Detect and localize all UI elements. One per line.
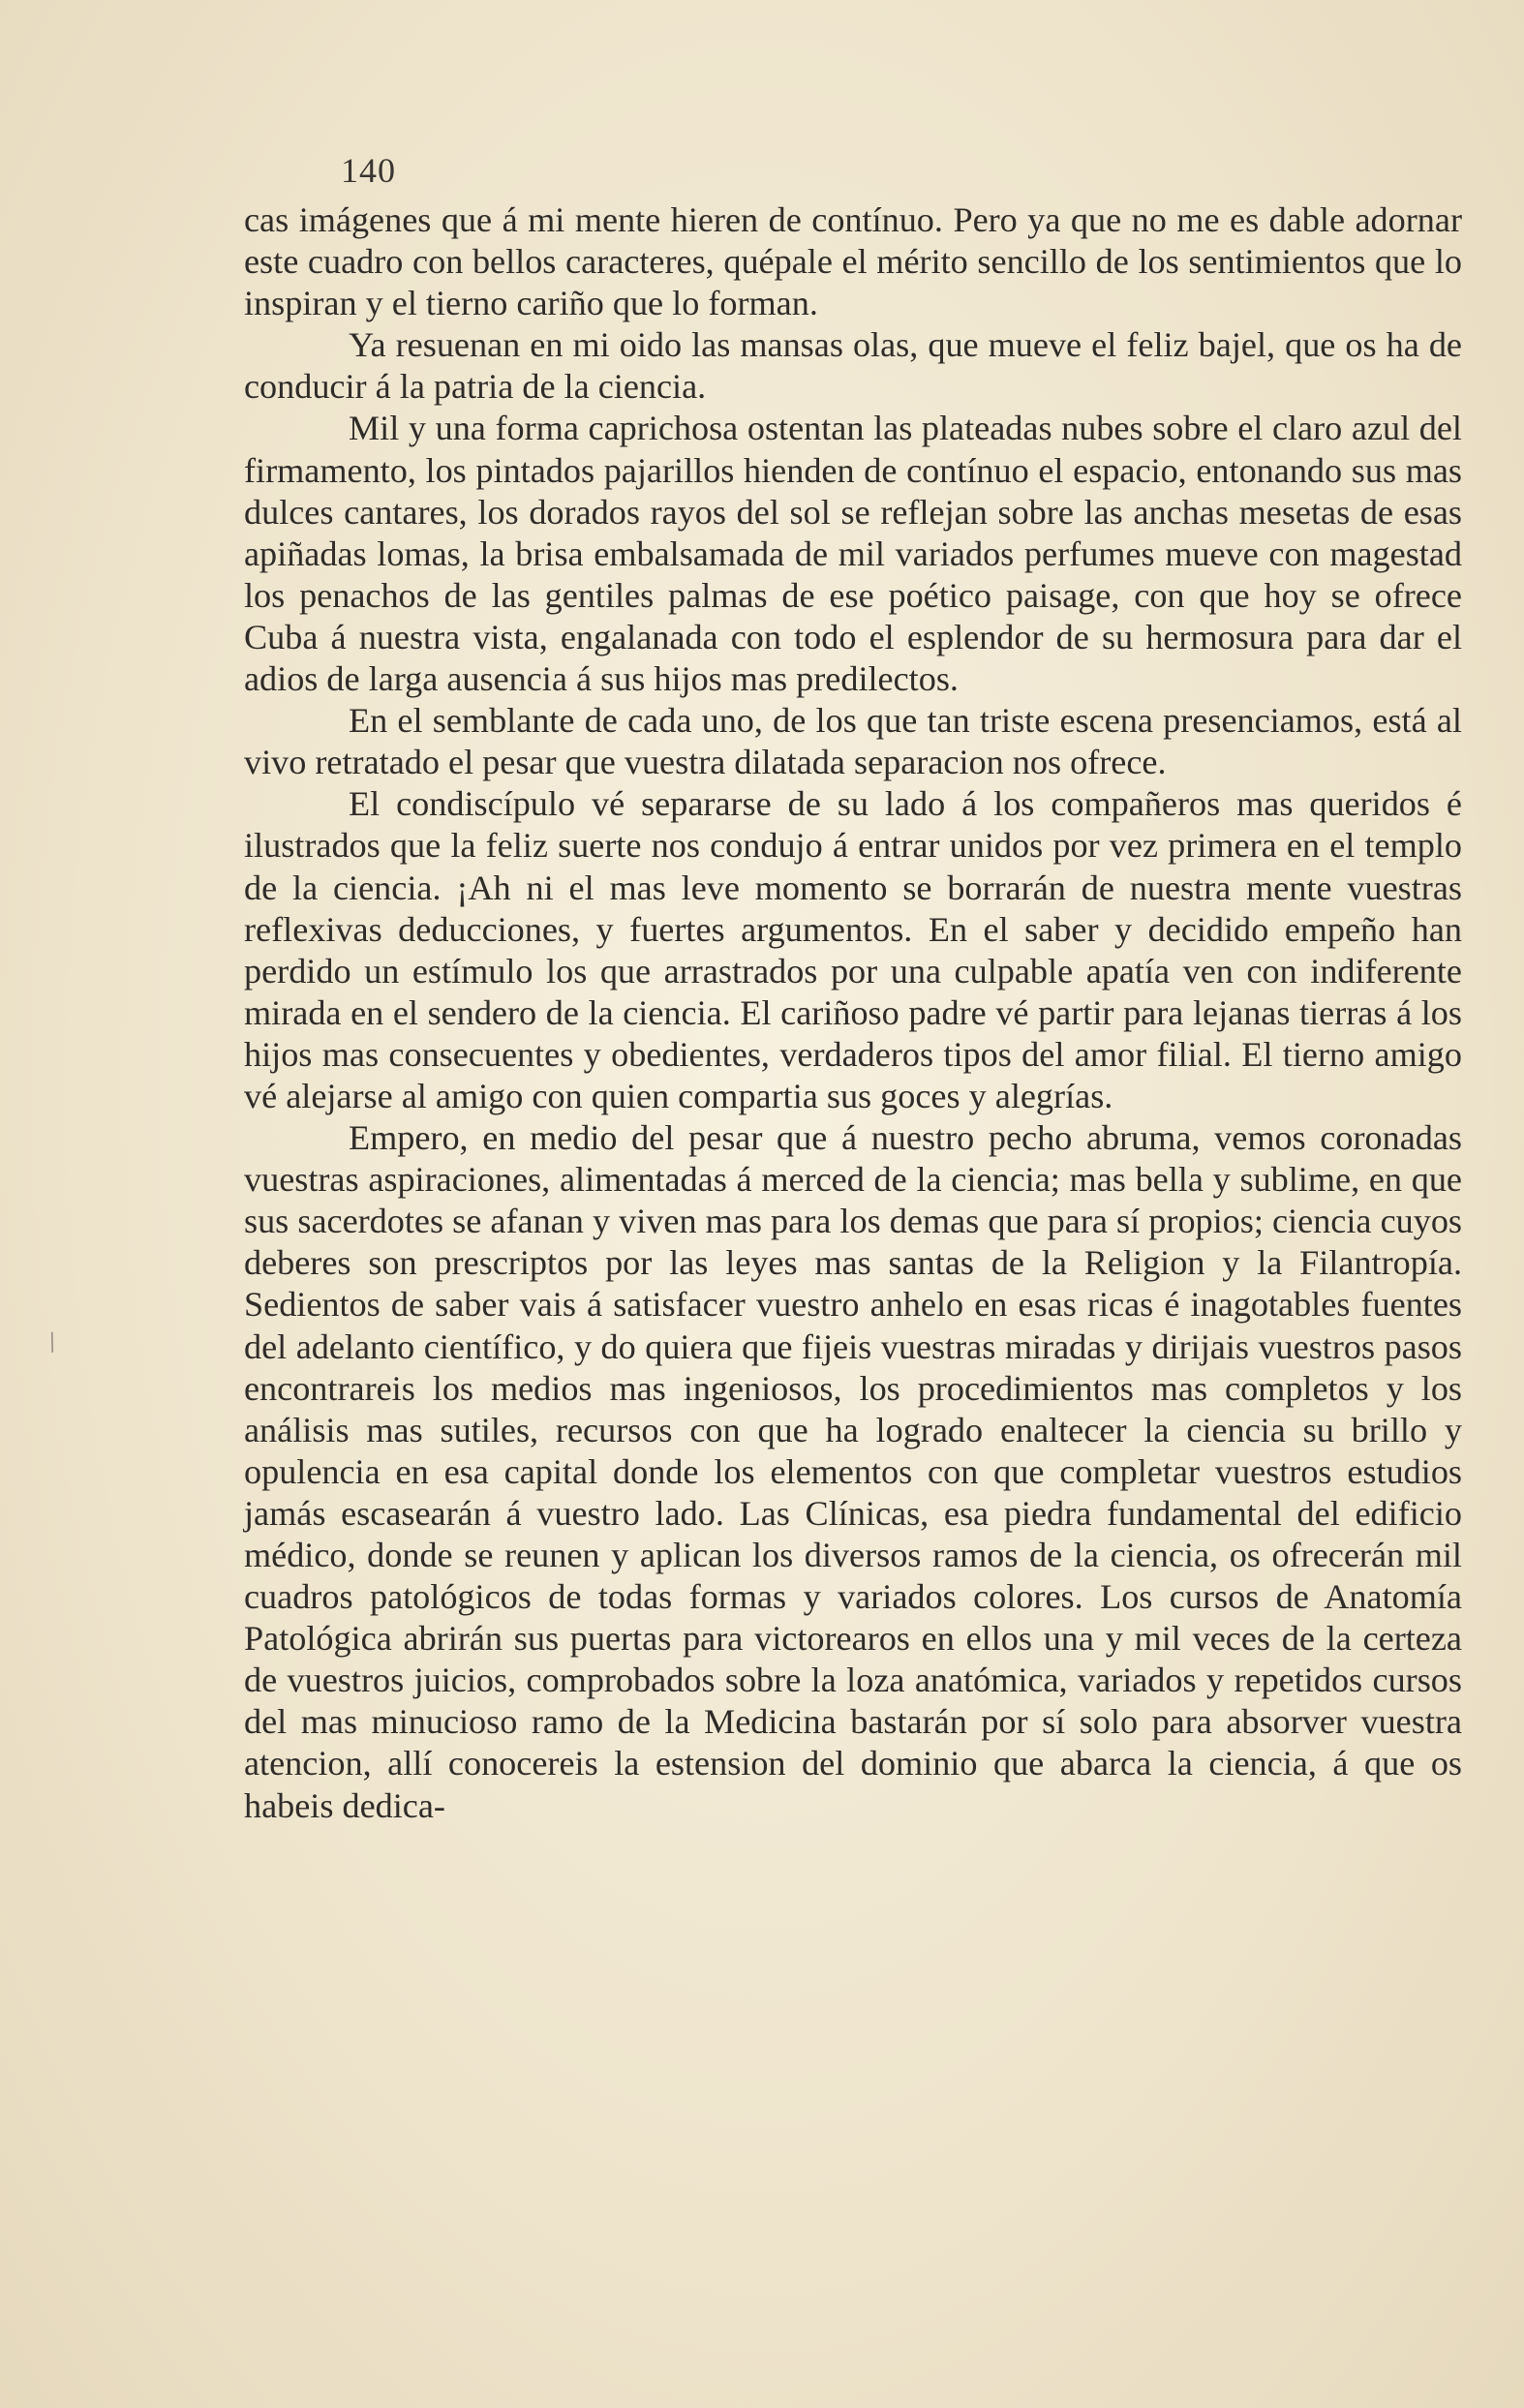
margin-pencil-mark: / — [43, 1326, 62, 1359]
body-text — [244, 199, 1462, 1827]
paragraph: El condiscípulo vé separarse de su lado á los compañeros mas queridos é ilustrados que la feliz suerte nos condujo á entrar unidos por vez primera en el templo de la ciencia. ¡Ah ni el mas leve momento se borrarán de nuestra mente vuestras reflexivas deducciones, y fuertes argumentos. En el saber y decidido empeño han perdido un estímulo los que arrastrados por una culpable apatía ven con indiferente mirada en el sendero de la ciencia. El cariñoso padre vé partir para lejanas tierras á los hijos mas consecuentes y obedientes, verdaderos tipos del amor filial. El tierno amigo vé alejarse al amigo con quien compartia sus goces y alegrías. — [244, 784, 1462, 1115]
paragraph: Mil y una forma caprichosa ostentan las plateadas nubes sobre el claro azul del firmamento, los pintados pajarillos hienden de contínuo el espacio, entonando sus mas dulces cantares, los dorados rayos del sol se reflejan sobre las anchas mesetas de esas apiñadas lomas, la brisa embalsamada de mil variados perfumes mueve con magestad los penachos de las gentiles palmas de ese poético paisage, con que hoy se ofrece Cuba á nuestra vista, engalanada con todo el esplendor de su hermosura para dar el adios de larga ausencia á sus hijos mas predilectos. — [244, 409, 1462, 699]
paragraph: cas imágenes que á mi mente hieren de contínuo. Pero ya que no me es dable adornar este cuadro con bellos caracteres, quépale el mérito sencillo de los sentimientos que lo inspiran y el tierno cariño que lo forman. — [244, 200, 1462, 323]
paragraph: Ya resuenan en mi oido las mansas olas, que mueve el feliz bajel, que os ha de conducir á la patria de la ciencia. — [244, 325, 1462, 407]
paragraph: Empero, en medio del pesar que á nuestro pecho abruma, vemos coronadas vuestras aspiraciones, alimentadas á merced de la ciencia; mas bella y sublime, en que sus sacerdotes se afanan y viven mas para los demas que para sí propios; ciencia cuyos deberes son prescriptos por las leyes mas santas de la Religion y la Filantropía. Sedientos de saber vais á satisfacer vuestro anhelo en esas ricas é inagotables fuentes del adelanto científico, y do quiera que fijeis vuestras miradas y dirijais vuestros pasos encontrareis los medios mas ingeniosos, los procedimientos mas completos y los análisis mas sutiles, recursos con que ha logrado enaltecer la ciencia su brillo y opulencia en esa capital donde los elementos con que completar vuestros estudios jamás escasearán á vuestro lado. Las Clínicas, esa piedra fundamental del edificio médico, donde se reunen y aplican los diversos ramos de la ciencia, os ofrecerán mil cuadros patológicos de todas formas y variados colores. Los cursos de Anatomía Patológica abrirán sus puertas para victorearos en ellos una y mil veces de la certeza de vuestros juicios, comprobados sobre la loza anatómica, variados y repetidos cursos del mas minucioso ramo de la Medicina bastarán por sí solo para absorver vuestra atencion, allí conocereis la estension del dominio que abarca la ciencia, á que os habeis dedica- — [244, 1118, 1462, 1825]
page-number: 140 — [341, 151, 396, 190]
paragraph: En el semblante de cada uno, de los que tan triste escena presenciamos, está al vivo retratado el pesar que vuestra dilatada separacion nos ofrece. — [244, 701, 1462, 782]
